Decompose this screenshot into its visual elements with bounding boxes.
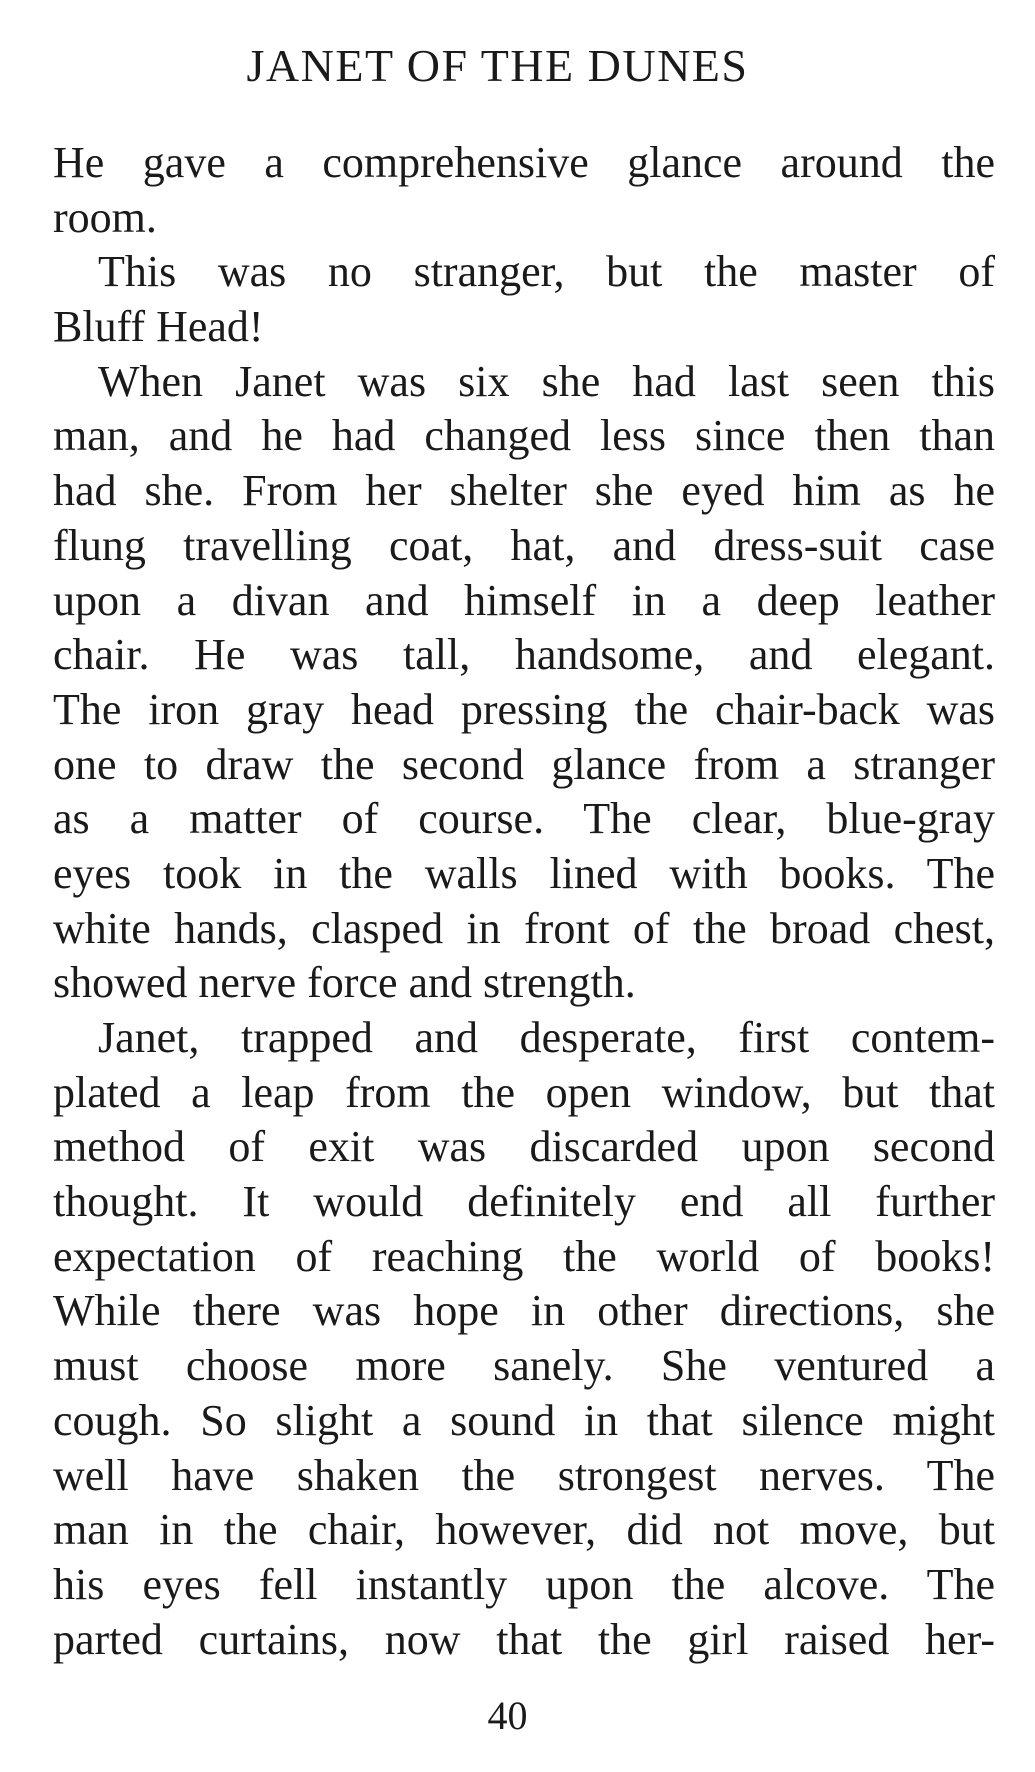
text-line: Bluff Head!	[53, 302, 264, 352]
text-line: expectation of reaching the world of books!	[53, 1231, 995, 1281]
text-line: Janet, trapped and desperate, first contem-	[98, 1013, 995, 1062]
text-line: had she. From her shelter she eyed him as he	[53, 466, 995, 516]
text-line: method of exit was discarded upon second	[53, 1122, 995, 1172]
text-line: as a matter of course. The clear, blue-gray	[53, 794, 995, 844]
text-line: his eyes fell instantly upon the alcove. The	[53, 1559, 995, 1609]
text-line: plated a leap from the open window, but that	[53, 1067, 995, 1117]
text-line: He gave a comprehensive glance around the	[53, 138, 995, 187]
text-line: man, and he had changed less since then than	[53, 411, 995, 461]
running-head: JANET OF THE DUNES	[246, 40, 749, 91]
text-line: white hands, clasped in front of the broad chest,	[53, 903, 995, 953]
text-line: well have shaken the strongest nerves. The	[53, 1450, 995, 1500]
text-line: chair. He was tall, handsome, and elegant.	[53, 630, 995, 680]
text-line: When Janet was six she had last seen this	[98, 356, 995, 406]
text-line: The iron gray head pressing the chair-back was	[53, 684, 995, 734]
text-line: one to draw the second glance from a stranger	[53, 739, 995, 789]
text-line: While there was hope in other directions, she	[53, 1286, 995, 1336]
text-line: must choose more sanely. She ventured a	[53, 1341, 995, 1391]
text-line: man in the chair, however, did not move, but	[53, 1505, 995, 1555]
text-line: showed nerve force and strength.	[53, 958, 636, 1008]
text-line: upon a divan and himself in a deep leather	[53, 575, 995, 625]
text-line: thought. It would definitely end all further	[53, 1177, 995, 1227]
text-line: eyes took in the walls lined with books. The	[53, 848, 995, 898]
text-line: flung travelling coat, hat, and dress-suit case	[53, 520, 995, 570]
text-line: cough. So slight a sound in that silence might	[53, 1395, 995, 1445]
page-number: 40	[487, 1693, 528, 1738]
body-text	[53, 136, 995, 1667]
text-line: parted curtains, now that the girl raised her-	[53, 1614, 995, 1664]
text-line: This was no stranger, but the master of	[98, 247, 995, 297]
text-line: room.	[53, 192, 157, 242]
